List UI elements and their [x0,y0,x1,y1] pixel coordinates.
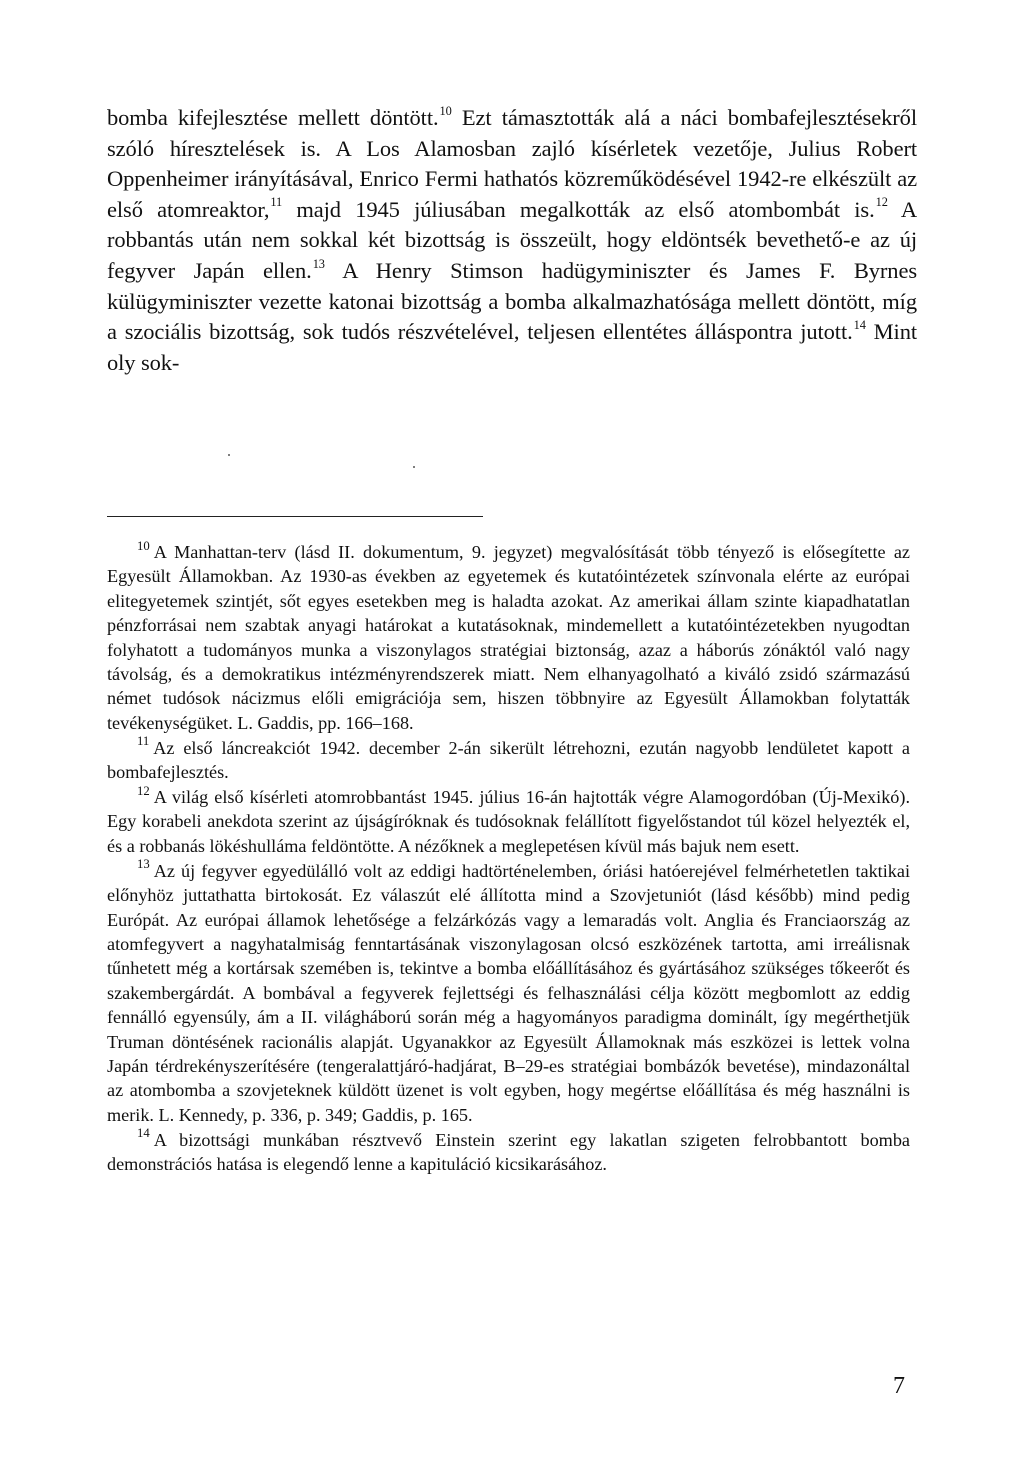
footnotes [107,540,910,1177]
footnote-text: Az első láncreakciót 1942. december 2-án sikerült létrehozni, ezután nagyobb lendületet kapott a bombafejlesztés. [107,737,910,783]
footnote-text: Az új fegyver egyedülálló volt az eddigi hadtörténelemben, óriási hatóerejével felmérhetetlen taktikai előnyhöz juttathatta birtokosát. Ez válaszút elé állította mind a Szovjetuniót (lásd később) mind pedig Európát. Az európai államok lehetősége a felzárkózás vagy a lemaradás volt. Anglia és Franciaország az atomfegyvert a nagyhatalmiság fenntartásának viszonylagosan olcsó eszközének tartotta, ami irreálisnak tűnhetett még a kortársak szemében is, tekintve a bomba előállításához és gyártásához szükséges tőkeerőt és szakembergárdát. A bombával a fegyverek fejlettségi és felhasználási célja között megbomlott az eddig fennálló egyensúly, ám a II. világháború során még a hagyományos paradigma dominált, így megérthetjük Truman döntésének racionális alapját. Ugyanakkor az Egyesült Államoknak más eszközei is lettek volna Japán térdrekényszerítésére (tengeralattjáró-hadjárat, B–29-es stratégiai bombázók bevetése), mindazonáltal az atombomba a szovjeteknek küldött üzenet is volt egyben, hogy megértse előállítása és még használni is merik. L. Kennedy, p. 336, p. 349; Gaddis, p. 165. [107,860,910,1125]
body-text-segment: A robbantás után nem sokkal két bizottság is összeült, hogy eldöntsék bevethető-e az új fegyver Japán ellen. [107,196,917,283]
footnote-14 [107,1128,910,1177]
body-text-segment: majd 1945 júliusában megalkották az első atombombát is. [282,196,875,222]
body-text-segment: A Henry Stimson hadügyminiszter és James F. Byrnes külügyminiszter vezette katonai bizottság a bomba alkalmazhatósága mellett döntött, míg a szociális bizottság, sok tudós részvételével, teljesen ellentétes álláspontra jutott. [107,257,917,345]
footnote-ref-13: 13 [312,256,325,271]
footnote-ref-10: 10 [439,103,452,118]
footnote-number: 11 [137,734,150,749]
footnote-text: A Manhattan-terv (lásd II. dokumentum, 9. jegyzet) megvalósítását több tényező is elősegítette az Egyesült Államokban. Az 1930-as években az egyetemek és kutatóintézetek színvonala elérte az európai elitegyetemek szintjét, sőt egyes esetekben meg is haladta azokat. Az amerikai állam szinte kiapadhatatlan pénzforrásai nem szabtak anyagi határokat a kutatásoknak, mindemellett a kutatóintézetekben nyugodtan folyhatott a tudományos munka a viszonylagos stratégiai biztonság, azaz a háborús zónáktól való nagy távolság, és a demokratikus intézményrendszerek miatt. Nem elhanyagolható a kiváló zsidó származású német tudósok nácizmus előli emigrációja sem, hiszen többnyire az Egyesült Államokban folytatták tevékenységüket. L. Gaddis, pp. 166–168. [107,542,910,733]
body-text-segment: Mint oly sok- [107,319,917,375]
footnote-13 [107,859,910,1127]
footnote-ref-14: 14 [853,317,866,332]
body-text [107,103,917,378]
body-text-segment: Ezt támasztották alá a náci bombafejlesztésekről szóló híresztelések is. A Los Alamosban zajló kísérletek vezetője, Julius Robert Oppenheimer irányításával, Enrico Fermi hathatós közreműködésével 1942-re elkészült az első atomreaktor, [107,105,917,222]
page-number: 7 [893,1373,905,1399]
footnote-10 [107,540,910,735]
footnote-number: 13 [137,857,150,872]
footnote-text: A bizottsági munkában résztvevő Einstein szerint egy lakatlan szigeten felrobbantott bomba demonstrációs hatása is elegendő lenne a kapituláció kicsikarásához. [107,1129,910,1175]
footnote-11 [107,736,910,785]
footnote-text: A világ első kísérleti atomrobbantást 1945. július 16-án hajtották végre Alamogordóban (Új-Mexikó). Egy korabeli anekdota szerint az újságíróknak és tudósoknak felállított figyelőstandot túl közel helyezték el, és a robbanás lökéshulláma feldöntötte. A nézőknek a meglepetésen kívül más bajuk nem esett. [107,787,910,856]
footnote-ref-11: 11 [270,195,283,210]
footnote-12 [107,785,910,858]
footnote-separator [107,516,483,517]
body-paragraph [107,103,917,378]
scan-speck [413,466,415,468]
scan-speck [228,454,230,456]
body-text-segment: bomba kifejlesztése mellett döntött. [107,105,439,130]
footnote-number: 10 [137,538,150,553]
footnote-number: 12 [137,783,150,798]
footnote-number: 14 [137,1126,150,1141]
footnote-ref-12: 12 [875,195,888,210]
